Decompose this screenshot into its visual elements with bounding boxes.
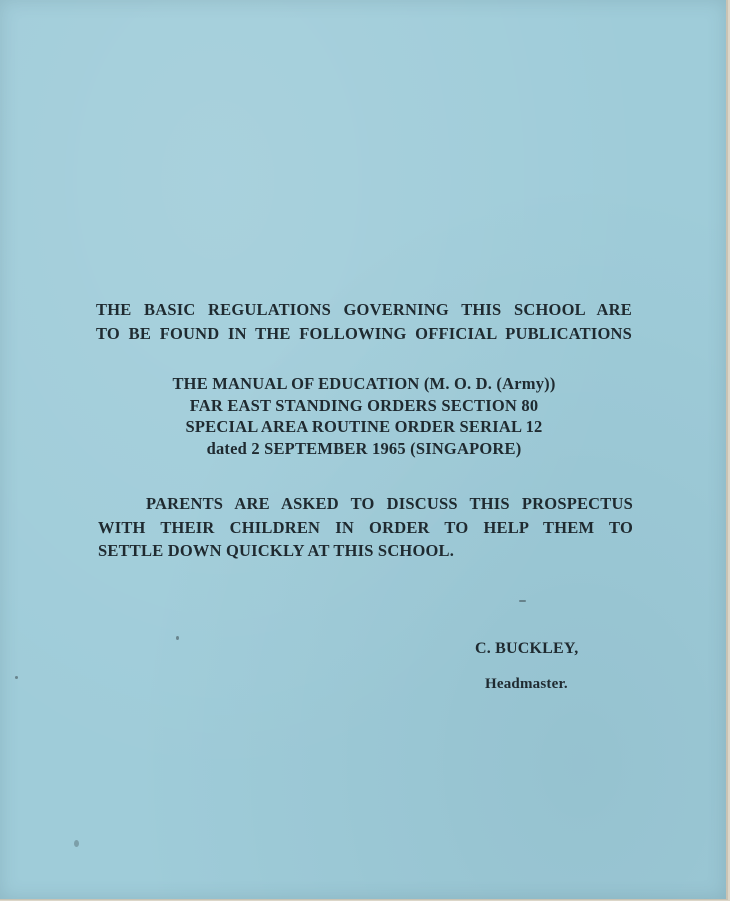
publications-list <box>96 373 632 459</box>
notice-line: PARENTS ARE ASKED TO DISCUSS THIS PROSPECTUS <box>146 494 633 513</box>
signature-title: Headmaster. <box>485 676 568 692</box>
paper-speck <box>74 840 79 847</box>
paper-speck <box>15 676 18 679</box>
paper-speck <box>519 600 526 602</box>
publication-date: dated 2 SEPTEMBER 1965 (SINGAPORE) <box>206 438 522 458</box>
regulations-line: TO BE FOUND IN THE FOLLOWING OFFICIAL PUBLICATIONS <box>96 324 632 343</box>
regulations-statement <box>96 298 632 346</box>
regulations-line: THE BASIC REGULATIONS GOVERNING THIS SCHOOL ARE <box>96 300 632 319</box>
signature-name: C. BUCKLEY, <box>475 640 579 657</box>
parents-notice <box>98 492 633 563</box>
paper-speck <box>176 636 179 640</box>
publication-item: THE MANUAL OF EDUCATION (M. O. D. (Army)) <box>172 374 556 393</box>
notice-line: WITH THEIR CHILDREN IN ORDER TO HELP THEM TO <box>98 517 633 537</box>
notice-line: SETTLE DOWN QUICKLY AT THIS SCHOOL. <box>98 541 455 560</box>
publication-item: FAR EAST STANDING ORDERS SECTION 80 <box>189 395 539 415</box>
publication-item: SPECIAL AREA ROUTINE ORDER SERIAL 12 <box>185 417 543 436</box>
